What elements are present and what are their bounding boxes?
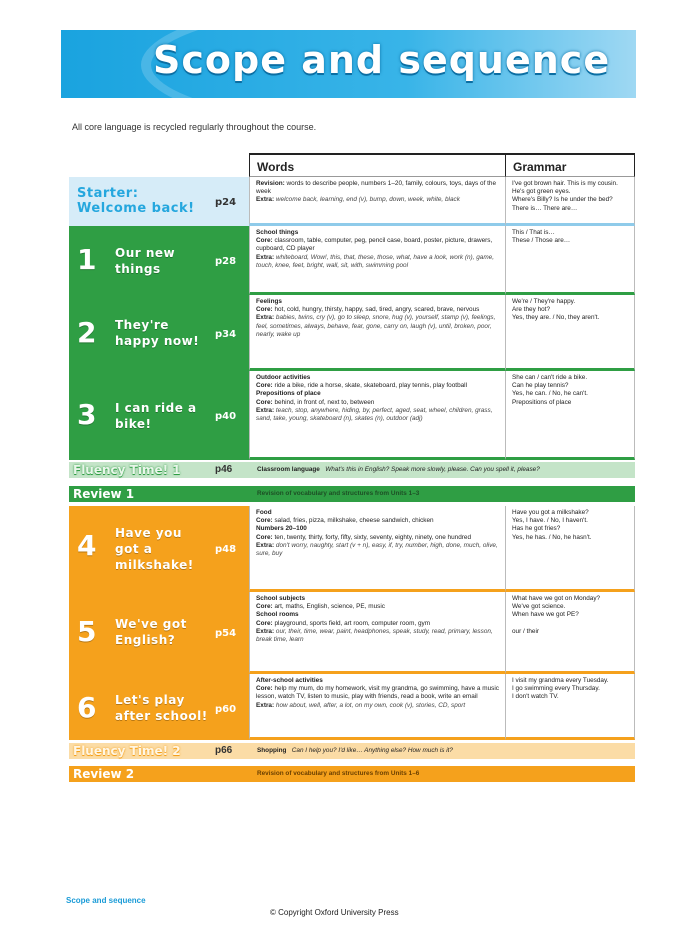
grammar-cell — [505, 295, 635, 371]
unit-cell — [69, 506, 249, 592]
words-line — [256, 620, 501, 628]
grammar-line: This / That is… — [512, 229, 555, 236]
words-line — [256, 229, 501, 237]
intro-text: All core language is recycled regularly throughout the course. — [72, 122, 317, 132]
unit-title: They're happy now! — [115, 318, 200, 348]
words-line — [256, 595, 501, 603]
words-column-header: Words — [249, 153, 505, 177]
words-line-label: Core: — [256, 603, 273, 611]
grammar-line: There is… There are… — [512, 204, 578, 212]
grammar-cell — [505, 506, 635, 592]
words-cell — [249, 371, 505, 460]
words-line-label: Food — [256, 509, 272, 516]
unit-cell — [69, 295, 249, 371]
unit-page: p24 — [215, 197, 237, 208]
fluency-text — [257, 466, 540, 473]
words-line-label: Extra: — [256, 314, 275, 322]
words-cell — [249, 295, 505, 371]
words-line-text: behind, in front of, next to, between — [272, 398, 375, 406]
words-line-text: how about, well, after, a lot, on my own, cook (v), stories, CD, sport — [274, 701, 466, 709]
grammar-line — [512, 620, 630, 628]
words-line-label: Core: — [256, 306, 273, 314]
grammar-line: I go swimming every Thursday. — [512, 685, 600, 693]
words-line — [256, 603, 501, 611]
title-banner — [61, 30, 636, 98]
words-line — [256, 196, 501, 204]
grammar-line: I visit my grandma every Tuesday. — [512, 677, 609, 684]
unit-cell — [69, 371, 249, 460]
grammar-line: Have you got a milkshake? — [512, 509, 589, 516]
review-text: Revision of vocabulary and structures from Units 1–3 — [257, 490, 420, 497]
unit-title: Have you got a milkshake! — [115, 526, 194, 572]
words-line — [256, 517, 501, 525]
unit-row-1 — [69, 226, 635, 295]
fluency-text — [257, 747, 453, 754]
unit-title: Starter: Welcome back! — [77, 186, 195, 216]
unit-number: 1 — [77, 243, 97, 276]
unit-title: We've got English? — [115, 617, 187, 647]
words-line-text: our, their, time, wear, paint, headphones, speak, study, read, primary, lesson, break time, learn — [256, 627, 493, 644]
unit-page: p34 — [215, 329, 237, 340]
words-line — [256, 374, 501, 382]
grammar-line: Yes, I have. / No, I haven't. — [512, 517, 588, 525]
words-cell — [249, 177, 505, 226]
grammar-line: These / Those are… — [512, 237, 571, 245]
words-line-label: Core: — [256, 382, 273, 390]
words-line-label: School subjects — [256, 595, 306, 602]
words-line-text: salad, fries, pizza, milkshake, cheese sandwich, chicken — [272, 517, 434, 525]
words-line-label: Extra: — [256, 196, 275, 204]
unit-row-6 — [69, 674, 635, 740]
footer-section-title: Scope and sequence — [66, 896, 146, 905]
grammar-line: Are they hot? — [512, 306, 551, 314]
words-line-text: playground, sports field, art room, computer room, gym — [272, 619, 431, 627]
grammar-line: We're / They're happy. — [512, 298, 576, 305]
words-line-text: art, maths, English, science, PE, music — [272, 603, 385, 611]
words-line-label: Feelings — [256, 298, 282, 305]
words-line-label: Core: — [256, 685, 273, 693]
words-line-label: Revision: — [256, 180, 285, 187]
fluency-phrases: What's this in English? Speak more slowly, please. Can you spell it, please? — [325, 466, 540, 473]
grammar-line: She can / can't ride a bike. — [512, 374, 588, 381]
words-line-label: Extra: — [256, 701, 275, 709]
grammar-line: Has he got fries? — [512, 525, 561, 533]
grammar-line: Where's Billy? Is he under the bed? — [512, 196, 613, 204]
grammar-line: our / their — [512, 627, 539, 635]
grammar-line: Can he play tennis? — [512, 382, 569, 390]
words-line-label: After-school activities — [256, 677, 323, 684]
grammar-line: What have we got on Monday? — [512, 595, 601, 602]
words-line-text: babies, twins, cry (v), go to sleep, snore, hug (v), yourself, stamp (v), feelings, feel, sometimes, always, behave, fear, gone, carry on, laugh (v), until, broken, poor, nearly, wake up — [256, 314, 496, 338]
review-text: Revision of vocabulary and structures from Units 1–6 — [257, 770, 420, 777]
words-line — [256, 399, 501, 407]
unit-row-2 — [69, 295, 635, 371]
words-line — [256, 237, 501, 253]
unit-number: 6 — [77, 691, 97, 724]
unit-page: p40 — [215, 411, 237, 422]
fluency-label: Fluency Time! 1 — [73, 463, 181, 477]
words-line-label: Core: — [256, 619, 273, 627]
words-cell — [249, 592, 505, 674]
grammar-cell — [505, 592, 635, 674]
grammar-line: We've got science. — [512, 603, 566, 611]
words-line — [256, 180, 501, 196]
unit-row-4 — [69, 506, 635, 592]
words-line-label: Core: — [256, 398, 273, 406]
words-line — [256, 525, 501, 533]
words-line-text: teach, stop, anywhere, hiding, by, perfect, aged, seat, wheel, children, grass, sand, take, young, skateboard (n), skates (n), outdoor (adj) — [256, 406, 493, 423]
words-line-text: classroom, table, computer, peg, pencil case, board, poster, picture, drawers, cupboard, CD player — [256, 237, 493, 253]
words-line — [256, 254, 501, 270]
grammar-cell — [505, 674, 635, 740]
words-line-text: hot, cold, hungry, thirsty, happy, sad, tired, angry, scared, brave, nervous — [272, 306, 480, 314]
review-label: Review 1 — [73, 487, 135, 501]
copyright-notice: © Copyright Oxford University Press — [270, 908, 399, 917]
words-line — [256, 314, 501, 339]
unit-row-starter — [69, 177, 635, 226]
unit-cell — [69, 592, 249, 674]
grammar-line: Yes, they are. / No, they aren't. — [512, 314, 600, 322]
words-line — [256, 628, 501, 644]
fluency-page: p46 — [215, 464, 233, 475]
grammar-column-header: Grammar — [505, 153, 635, 177]
fluency-time-1-band — [69, 462, 635, 478]
grammar-cell — [505, 177, 635, 226]
words-line-label: School things — [256, 229, 299, 236]
grammar-line: I don't watch TV. — [512, 693, 559, 701]
words-line — [256, 390, 501, 398]
words-line — [256, 702, 501, 710]
words-line-label: Extra: — [256, 253, 275, 261]
fluency-topic: Classroom language — [257, 466, 320, 473]
grammar-line: Yes, he can. / No, he can't. — [512, 390, 588, 398]
unit-title: I can ride a bike! — [115, 401, 197, 431]
fluency-topic: Shopping — [257, 747, 287, 754]
unit-page: p60 — [215, 704, 237, 715]
words-line — [256, 382, 501, 390]
words-line — [256, 677, 501, 685]
unit-number: 4 — [77, 529, 97, 562]
fluency-page: p66 — [215, 745, 233, 756]
words-line-text: words to describe people, numbers 1–20, family, colours, toys, days of the week — [256, 180, 496, 196]
words-line-text: ten, twenty, thirty, forty, fifty, sixty, seventy, eighty, ninety, one hundred — [272, 533, 472, 541]
words-line — [256, 611, 501, 619]
grammar-cell — [505, 226, 635, 295]
unit-number: 5 — [77, 615, 97, 648]
review-2-band — [69, 766, 635, 782]
unit-title: Our new things — [115, 246, 176, 276]
words-line-label: Core: — [256, 517, 273, 525]
grammar-cell — [505, 371, 635, 460]
words-line-label: Outdoor activities — [256, 374, 311, 381]
unit-row-3 — [69, 371, 635, 460]
words-line — [256, 534, 501, 542]
unit-cell — [69, 226, 249, 295]
words-line-text: whiteboard, Wow!, this, that, these, those, what, have a look, work (n), game, touch, knee, feet, bright, wall, sit, with, swimming pool — [256, 253, 494, 269]
words-line-text: welcome back, learning, end (v), bump, down, week, white, black — [274, 196, 460, 204]
words-line-label: School rooms — [256, 611, 299, 619]
unit-cell — [69, 674, 249, 740]
words-cell — [249, 506, 505, 592]
words-line-label: Numbers 20–100 — [256, 525, 307, 533]
words-line-label: Prepositions of place — [256, 390, 321, 398]
review-label: Review 2 — [73, 767, 135, 781]
words-line-label: Core: — [256, 237, 273, 245]
page-title: Scope and sequence — [153, 38, 611, 82]
fluency-time-2-band — [69, 743, 635, 759]
words-line — [256, 306, 501, 314]
words-line — [256, 542, 501, 558]
words-line — [256, 509, 501, 517]
unit-page: p48 — [215, 544, 237, 555]
grammar-line: Prepositions of place — [512, 398, 572, 406]
words-line — [256, 407, 501, 423]
words-line-label: Extra: — [256, 627, 275, 635]
words-line-label: Core: — [256, 533, 273, 541]
grammar-line: Yes, he has. / No, he hasn't. — [512, 533, 592, 541]
words-line — [256, 298, 501, 306]
words-line-text: don't worry, naughty, start (v + n), easy, if, try, number, high, done, much, olive, sure, buy — [256, 541, 498, 558]
words-line-text: help my mum, do my homework, visit my grandma, go swimming, have a music lesson, watch TV, listen to music, play with friends, read a book, write an email — [256, 685, 499, 701]
words-cell — [249, 674, 505, 740]
unit-row-5 — [69, 592, 635, 674]
words-line-label: Extra: — [256, 541, 275, 549]
fluency-label: Fluency Time! 2 — [73, 744, 181, 758]
words-cell — [249, 226, 505, 295]
unit-number: 2 — [77, 316, 97, 349]
unit-number: 3 — [77, 398, 97, 431]
fluency-phrases: Can I help you? I'd like… Anything else? How much is it? — [291, 747, 453, 754]
unit-page: p54 — [215, 628, 237, 639]
words-line-text: ride a bike, ride a horse, skate, skateboard, play tennis, play football — [272, 382, 468, 390]
unit-cell — [69, 177, 249, 226]
grammar-line: I've got brown hair. This is my cousin. He's got green eyes. — [512, 180, 618, 196]
review-1-band — [69, 486, 635, 502]
unit-page: p28 — [215, 256, 237, 267]
words-line — [256, 685, 501, 701]
words-line-label: Extra: — [256, 406, 275, 414]
unit-title: Let's play after school! — [115, 693, 208, 723]
grammar-line: When have we got PE? — [512, 611, 579, 619]
